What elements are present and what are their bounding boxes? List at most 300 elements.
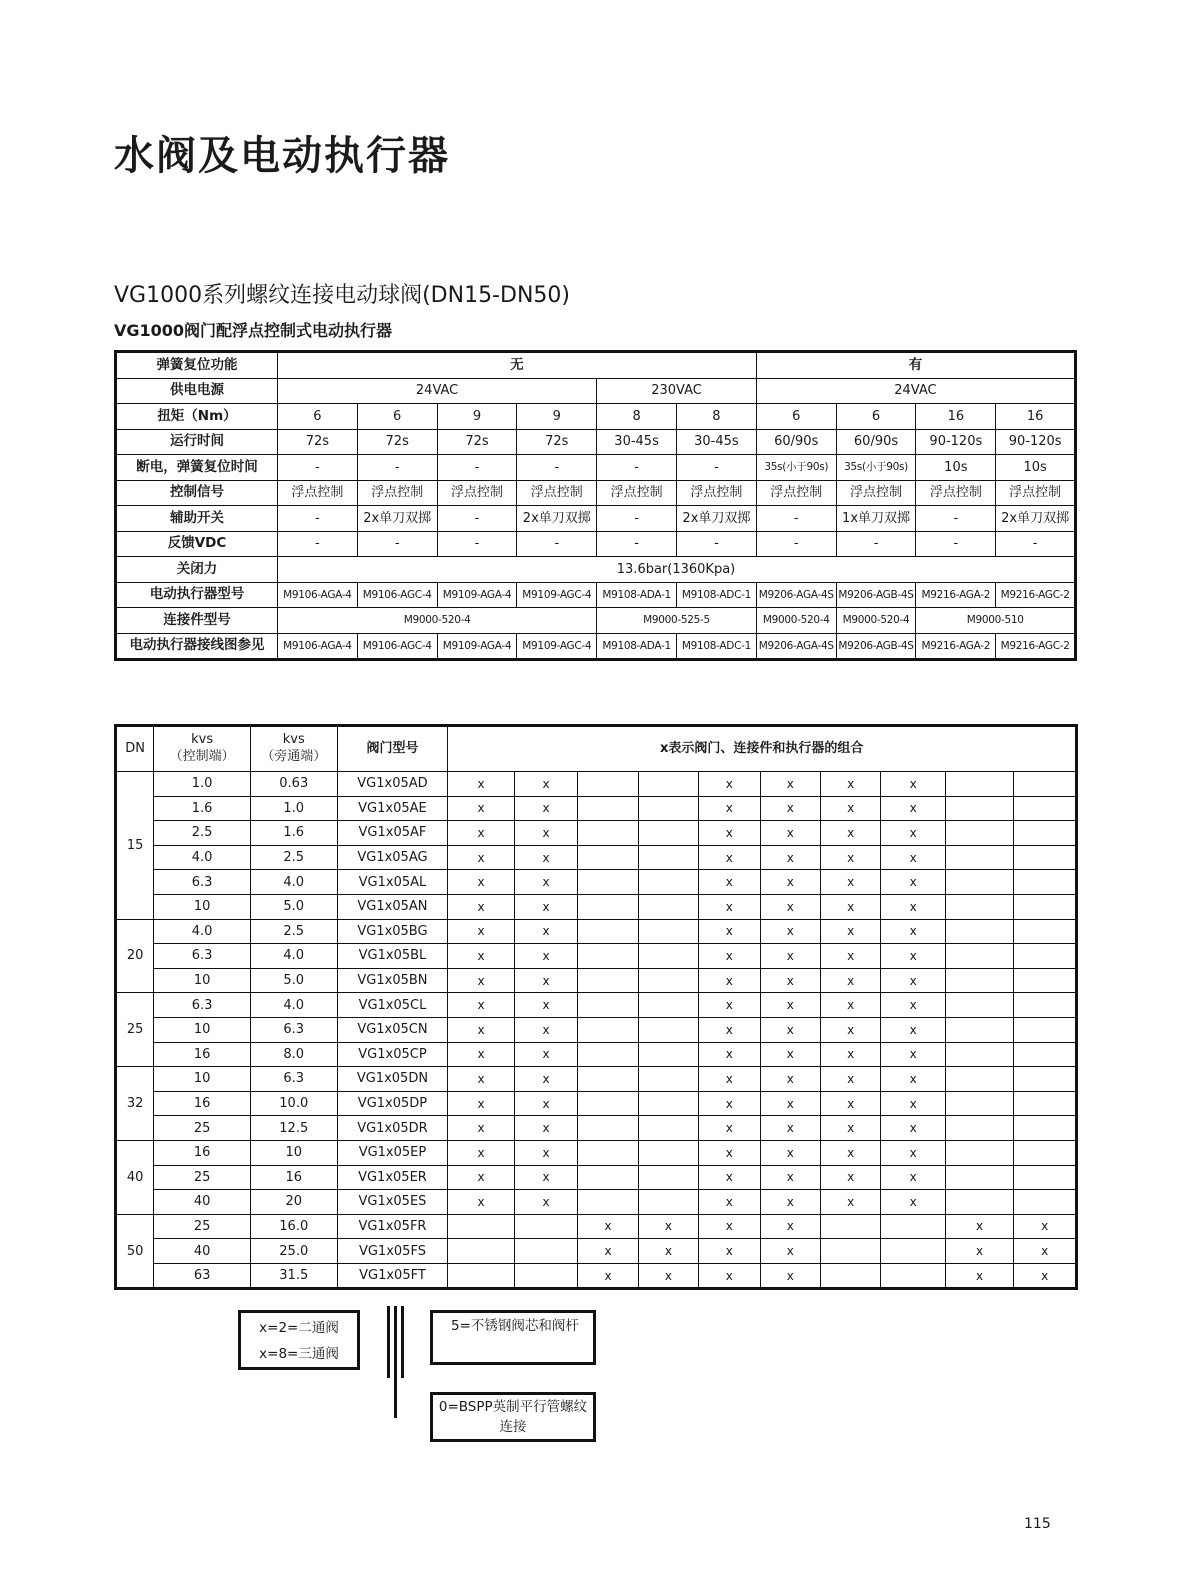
combination-mark-cell xyxy=(945,1017,1013,1042)
wiring-ref-cell: M9206-AGA-4S xyxy=(756,633,836,660)
table-row xyxy=(116,796,1077,821)
valve-model-cell: VG1x05AL xyxy=(337,870,448,895)
combination-mark-cell: x xyxy=(514,1140,577,1165)
legend-two-way: x=2=二通阀 xyxy=(259,1320,339,1336)
combination-mark-cell xyxy=(1014,821,1077,846)
spec-cell: - xyxy=(357,531,437,557)
kvs-bypass-cell: 10 xyxy=(250,1140,337,1165)
combination-mark-cell xyxy=(1014,870,1077,895)
combination-mark-cell xyxy=(638,1140,698,1165)
spec-cell: 60/90s xyxy=(756,429,836,455)
spec-cell: - xyxy=(597,455,677,481)
combination-mark-cell: x xyxy=(448,1042,514,1067)
combination-mark-cell xyxy=(638,772,698,797)
combination-mark-cell xyxy=(1014,944,1077,969)
combination-mark-cell: x xyxy=(514,870,577,895)
spec-cell: 6 xyxy=(278,404,358,430)
combination-mark-cell xyxy=(638,870,698,895)
combination-mark-cell xyxy=(578,968,638,993)
combination-mark-cell xyxy=(578,1091,638,1116)
combination-mark-cell: x xyxy=(820,993,880,1018)
combination-mark-cell: x xyxy=(1014,1239,1077,1264)
valve-model-cell: VG1x05AN xyxy=(337,894,448,919)
combination-mark-cell: x xyxy=(760,1165,820,1190)
header-combination-note: x表示阀门、连接件和执行器的组合 xyxy=(448,726,1077,772)
header-kvs-control: kvs （控制端） xyxy=(154,726,251,772)
combination-mark-cell: x xyxy=(760,1067,820,1092)
combination-mark-cell: x xyxy=(820,1165,880,1190)
kvs-control-cell: 6.3 xyxy=(154,944,251,969)
kvs-bypass-cell: 10.0 xyxy=(250,1091,337,1116)
combination-mark-cell xyxy=(578,1042,638,1067)
spec-cell: - xyxy=(437,531,517,557)
row-label: 关闭力 xyxy=(116,557,278,583)
spec-cell: 浮点控制 xyxy=(597,480,677,506)
combination-mark-cell: x xyxy=(760,772,820,797)
combination-mark-cell: x xyxy=(820,919,880,944)
combination-mark-cell: x xyxy=(699,870,760,895)
table-row xyxy=(116,1067,1077,1092)
combination-mark-cell: x xyxy=(448,1140,514,1165)
valve-model-cell: VG1x05AD xyxy=(337,772,448,797)
combination-mark-cell xyxy=(1014,1067,1077,1092)
row-label: 反馈VDC xyxy=(116,531,278,557)
combination-mark-cell: x xyxy=(699,1067,760,1092)
wiring-ref-cell: M9109-AGC-4 xyxy=(517,633,597,660)
combination-mark-cell: x xyxy=(448,1091,514,1116)
table-row xyxy=(116,968,1077,993)
combination-mark-cell: x xyxy=(881,870,945,895)
valve-model-cell: VG1x05FS xyxy=(337,1239,448,1264)
combination-mark-cell: x xyxy=(514,894,577,919)
legend-connection xyxy=(430,1392,596,1442)
spec-cell: - xyxy=(836,531,916,557)
valve-model-cell: VG1x05CL xyxy=(337,993,448,1018)
row-label: 连接件型号 xyxy=(116,608,278,634)
table-row xyxy=(116,1091,1077,1116)
actuator-model-cell: M9108-ADA-1 xyxy=(597,582,677,608)
spec-cell: - xyxy=(916,531,996,557)
combination-mark-cell: x xyxy=(699,1239,760,1264)
combination-mark-cell xyxy=(820,1239,880,1264)
combination-mark-cell xyxy=(638,1042,698,1067)
combination-mark-cell: x xyxy=(881,845,945,870)
combination-mark-cell: x xyxy=(699,1190,760,1215)
valve-model-cell: VG1x05BL xyxy=(337,944,448,969)
combination-mark-cell xyxy=(638,919,698,944)
spec-row-return-time xyxy=(116,455,1076,481)
combination-mark-cell: x xyxy=(699,1263,760,1289)
spec-cell: - xyxy=(357,455,437,481)
table-row xyxy=(116,1042,1077,1067)
combination-mark-cell: x xyxy=(448,1067,514,1092)
combination-mark-cell: x xyxy=(881,772,945,797)
dn-cell: 15 xyxy=(116,772,154,920)
spec-cell: - xyxy=(597,506,677,532)
combination-mark-cell xyxy=(638,821,698,846)
table-row xyxy=(116,1190,1077,1215)
combination-mark-cell: x xyxy=(514,796,577,821)
spec-cell: 72s xyxy=(437,429,517,455)
combination-mark-cell xyxy=(578,870,638,895)
kvs-bypass-cell: 4.0 xyxy=(250,993,337,1018)
spec-cell: 2x单刀双掷 xyxy=(676,506,756,532)
combination-mark-cell: x xyxy=(881,796,945,821)
combination-mark-cell: x xyxy=(760,845,820,870)
combination-mark-cell: x xyxy=(514,993,577,1018)
kvs-control-cell: 10 xyxy=(154,1017,251,1042)
combination-mark-cell: x xyxy=(699,894,760,919)
combination-mark-cell xyxy=(578,796,638,821)
combination-mark-cell xyxy=(514,1263,577,1289)
wiring-ref-cell: M9106-AGC-4 xyxy=(357,633,437,660)
spec-row-spring-return xyxy=(116,352,1076,379)
spec-cell: 浮点控制 xyxy=(836,480,916,506)
combination-mark-cell xyxy=(881,1263,945,1289)
combination-mark-cell: x xyxy=(881,1067,945,1092)
combination-mark-cell xyxy=(1014,1042,1077,1067)
combination-mark-cell: x xyxy=(699,919,760,944)
combination-mark-cell xyxy=(945,821,1013,846)
combination-mark-cell xyxy=(638,968,698,993)
combination-mark-cell: x xyxy=(760,1239,820,1264)
combination-mark-cell xyxy=(578,1116,638,1141)
combination-mark-cell xyxy=(448,1239,514,1264)
spring-return-yes: 有 xyxy=(756,352,1075,379)
combination-mark-cell xyxy=(514,1214,577,1239)
spec-row-feedback xyxy=(116,531,1076,557)
linkage-model-cell: M9000-520-4 xyxy=(756,608,836,634)
combination-mark-cell xyxy=(945,944,1013,969)
combination-mark-cell xyxy=(514,1239,577,1264)
wiring-ref-cell: M9108-ADC-1 xyxy=(676,633,756,660)
combination-mark-cell: x xyxy=(448,993,514,1018)
combination-mark-cell: x xyxy=(699,1091,760,1116)
combination-mark-cell xyxy=(945,1067,1013,1092)
combination-mark-cell xyxy=(448,1214,514,1239)
combination-mark-cell: x xyxy=(881,821,945,846)
actuator-model-cell: M9109-AGA-4 xyxy=(437,582,517,608)
spec-cell: - xyxy=(437,506,517,532)
kvs-control-cell: 25 xyxy=(154,1165,251,1190)
spec-cell: 30-45s xyxy=(676,429,756,455)
combination-mark-cell: x xyxy=(820,894,880,919)
combination-mark-cell xyxy=(945,1190,1013,1215)
combination-mark-cell: x xyxy=(448,870,514,895)
linkage-model-cell: M9000-510 xyxy=(916,608,1076,634)
table-row xyxy=(116,993,1077,1018)
valve-model-cell: VG1x05BG xyxy=(337,919,448,944)
dn-cell: 20 xyxy=(116,919,154,993)
combination-mark-cell: x xyxy=(448,944,514,969)
row-label: 扭矩（Nm） xyxy=(116,404,278,430)
kvs-bypass-cell: 6.3 xyxy=(250,1067,337,1092)
actuator-model-cell: M9216-AGC-2 xyxy=(996,582,1076,608)
spec-row-runtime xyxy=(116,429,1076,455)
row-label: 电动执行器接线图参见 xyxy=(116,633,278,660)
linkage-model-cell: M9000-520-4 xyxy=(836,608,916,634)
combination-mark-cell: x xyxy=(760,1017,820,1042)
combination-mark-cell: x xyxy=(699,1140,760,1165)
combination-mark-cell: x xyxy=(820,1140,880,1165)
table-row xyxy=(116,845,1077,870)
spec-cell: - xyxy=(597,531,677,557)
combination-mark-cell: x xyxy=(881,993,945,1018)
combination-mark-cell xyxy=(820,1263,880,1289)
combination-mark-cell: x xyxy=(820,968,880,993)
valve-model-cell: VG1x05FT xyxy=(337,1263,448,1289)
legend-divider-line xyxy=(387,1306,390,1378)
combination-mark-cell: x xyxy=(514,1042,577,1067)
spec-cell: 72s xyxy=(278,429,358,455)
combination-mark-cell xyxy=(945,1042,1013,1067)
combination-mark-cell: x xyxy=(638,1263,698,1289)
spec-cell: 9 xyxy=(437,404,517,430)
spec-cell: 35s(小于90s) xyxy=(756,455,836,481)
dn-cell: 32 xyxy=(116,1067,154,1141)
linkage-model-cell: M9000-525-5 xyxy=(597,608,757,634)
spec-cell: 72s xyxy=(517,429,597,455)
kvs-bypass-cell: 1.6 xyxy=(250,821,337,846)
combination-mark-cell xyxy=(945,894,1013,919)
combination-mark-cell: x xyxy=(699,1042,760,1067)
spec-cell: 6 xyxy=(756,404,836,430)
combination-mark-cell: x xyxy=(699,796,760,821)
combination-mark-cell xyxy=(638,1091,698,1116)
spec-cell: 8 xyxy=(676,404,756,430)
combination-mark-cell: x xyxy=(699,968,760,993)
combination-mark-cell xyxy=(881,1239,945,1264)
combination-mark-cell xyxy=(1014,772,1077,797)
combination-mark-cell: x xyxy=(881,894,945,919)
kvs-control-cell: 10 xyxy=(154,894,251,919)
combination-mark-cell xyxy=(1014,1190,1077,1215)
combination-mark-cell: x xyxy=(760,993,820,1018)
combination-mark-cell: x xyxy=(699,1214,760,1239)
spec-cell: 浮点控制 xyxy=(357,480,437,506)
combination-mark-cell: x xyxy=(760,1140,820,1165)
valve-model-cell: VG1x05DP xyxy=(337,1091,448,1116)
table-row xyxy=(116,1263,1077,1289)
combination-mark-cell xyxy=(578,944,638,969)
section-title: VG1000阀门配浮点控制式电动执行器 xyxy=(114,321,393,340)
dn-cell: 40 xyxy=(116,1140,154,1214)
kvs-bypass-cell: 31.5 xyxy=(250,1263,337,1289)
spec-cell: - xyxy=(278,455,358,481)
combination-mark-cell: x xyxy=(699,1017,760,1042)
legend-material xyxy=(430,1310,596,1365)
combination-mark-cell xyxy=(945,845,1013,870)
spec-row-linkage-model xyxy=(116,608,1076,634)
combination-mark-cell: x xyxy=(760,944,820,969)
combination-mark-cell xyxy=(578,1190,638,1215)
wiring-ref-cell: M9109-AGA-4 xyxy=(437,633,517,660)
actuator-spec-table xyxy=(114,350,1077,661)
kvs-bypass-cell: 8.0 xyxy=(250,1042,337,1067)
combination-mark-cell xyxy=(578,845,638,870)
row-label: 运行时间 xyxy=(116,429,278,455)
combination-mark-cell: x xyxy=(760,1263,820,1289)
combination-mark-cell xyxy=(945,919,1013,944)
combination-mark-cell: x xyxy=(820,1190,880,1215)
row-label: 辅助开关 xyxy=(116,506,278,532)
spec-cell: 浮点控制 xyxy=(278,480,358,506)
valve-model-cell: VG1x05FR xyxy=(337,1214,448,1239)
valve-model-cell: VG1x05AG xyxy=(337,845,448,870)
spec-cell: 16 xyxy=(996,404,1076,430)
kvs-control-cell: 16 xyxy=(154,1140,251,1165)
power-value: 24VAC xyxy=(756,378,1075,404)
combination-mark-cell: x xyxy=(760,821,820,846)
legend-material-text: 5=不锈钢阀芯和阀杆 xyxy=(451,1318,579,1334)
dn-cell: 50 xyxy=(116,1214,154,1289)
kvs-bypass-cell: 4.0 xyxy=(250,870,337,895)
combination-mark-cell xyxy=(638,944,698,969)
combination-mark-cell: x xyxy=(820,1042,880,1067)
wiring-ref-cell: M9106-AGA-4 xyxy=(278,633,358,660)
row-label: 断电，弹簧复位时间 xyxy=(116,455,278,481)
spec-cell: 8 xyxy=(597,404,677,430)
combination-mark-cell: x xyxy=(514,772,577,797)
spec-cell: - xyxy=(517,455,597,481)
combination-mark-cell: x xyxy=(881,1190,945,1215)
kvs-control-cell: 63 xyxy=(154,1263,251,1289)
row-label: 电动执行器型号 xyxy=(116,582,278,608)
combination-mark-cell: x xyxy=(945,1263,1013,1289)
kvs-bypass-cell: 2.5 xyxy=(250,919,337,944)
combination-mark-cell: x xyxy=(820,944,880,969)
spec-cell: - xyxy=(676,531,756,557)
spec-cell: 6 xyxy=(357,404,437,430)
combination-mark-cell: x xyxy=(448,894,514,919)
combination-mark-cell: x xyxy=(820,796,880,821)
combination-mark-cell: x xyxy=(1014,1263,1077,1289)
combination-mark-cell: x xyxy=(760,796,820,821)
table-row xyxy=(116,821,1077,846)
combination-mark-cell: x xyxy=(820,772,880,797)
combination-mark-cell xyxy=(1014,796,1077,821)
actuator-model-cell: M9109-AGC-4 xyxy=(517,582,597,608)
spec-cell: 浮点控制 xyxy=(916,480,996,506)
legend-divider-line xyxy=(394,1306,397,1418)
kvs-bypass-cell: 5.0 xyxy=(250,968,337,993)
combination-mark-cell: x xyxy=(448,796,514,821)
combination-mark-cell xyxy=(578,1140,638,1165)
spec-cell: 6 xyxy=(836,404,916,430)
row-label: 供电电源 xyxy=(116,378,278,404)
close-off-value: 13.6bar(1360Kpa) xyxy=(278,557,1076,583)
combination-mark-cell xyxy=(945,1091,1013,1116)
kvs-control-cell: 10 xyxy=(154,1067,251,1092)
valve-model-cell: VG1x05ES xyxy=(337,1190,448,1215)
kvs-control-cell: 25 xyxy=(154,1214,251,1239)
combination-mark-cell xyxy=(638,1017,698,1042)
combination-mark-cell: x xyxy=(514,944,577,969)
combination-mark-cell: x xyxy=(514,1091,577,1116)
combination-mark-cell: x xyxy=(881,944,945,969)
combination-mark-cell: x xyxy=(760,1091,820,1116)
valve-model-cell: VG1x05AF xyxy=(337,821,448,846)
actuator-model-cell: M9216-AGA-2 xyxy=(916,582,996,608)
kvs-control-cell: 1.6 xyxy=(154,796,251,821)
combination-mark-cell: x xyxy=(820,1116,880,1141)
wiring-ref-cell: M9216-AGA-2 xyxy=(916,633,996,660)
power-value: 24VAC xyxy=(278,378,597,404)
combination-mark-cell xyxy=(578,1017,638,1042)
spec-row-torque xyxy=(116,404,1076,430)
combination-mark-cell: x xyxy=(699,1116,760,1141)
spec-row-actuator-model xyxy=(116,582,1076,608)
combination-mark-cell: x xyxy=(760,968,820,993)
spec-cell: - xyxy=(916,506,996,532)
actuator-model-cell: M9106-AGA-4 xyxy=(278,582,358,608)
combination-mark-cell: x xyxy=(448,1190,514,1215)
spec-cell: 1x单刀双掷 xyxy=(836,506,916,532)
combination-mark-cell: x xyxy=(578,1214,638,1239)
kvs-bypass-cell: 20 xyxy=(250,1190,337,1215)
combination-mark-cell xyxy=(638,1116,698,1141)
header-valve-model: 阀门型号 xyxy=(337,726,448,772)
table-row xyxy=(116,944,1077,969)
combination-mark-cell: x xyxy=(638,1239,698,1264)
wiring-ref-cell: M9108-ADA-1 xyxy=(597,633,677,660)
combination-mark-cell xyxy=(638,845,698,870)
combination-mark-cell xyxy=(448,1263,514,1289)
kvs-control-cell: 1.0 xyxy=(154,772,251,797)
combination-mark-cell: x xyxy=(448,1017,514,1042)
combination-mark-cell xyxy=(945,870,1013,895)
combination-mark-cell xyxy=(1014,1091,1077,1116)
spec-cell: 16 xyxy=(916,404,996,430)
legend-divider-line xyxy=(401,1306,404,1378)
combination-mark-cell xyxy=(578,993,638,1018)
row-label: 弹簧复位功能 xyxy=(116,352,278,379)
combination-mark-cell: x xyxy=(514,845,577,870)
combination-mark-cell: x xyxy=(448,968,514,993)
kvs-control-cell: 40 xyxy=(154,1239,251,1264)
spec-row-wiring-ref xyxy=(116,633,1076,660)
spec-cell: 浮点控制 xyxy=(756,480,836,506)
combination-mark-cell: x xyxy=(638,1214,698,1239)
combination-mark-cell: x xyxy=(448,919,514,944)
spec-cell: 浮点控制 xyxy=(437,480,517,506)
kvs-bypass-cell: 1.0 xyxy=(250,796,337,821)
combination-mark-cell xyxy=(1014,1017,1077,1042)
combination-mark-cell xyxy=(945,1140,1013,1165)
combination-mark-cell: x xyxy=(881,1116,945,1141)
combination-mark-cell xyxy=(578,1165,638,1190)
combination-mark-cell: x xyxy=(448,1165,514,1190)
spec-cell: 10s xyxy=(916,455,996,481)
combination-mark-cell: x xyxy=(881,1042,945,1067)
header-kvs-bypass: kvs （旁通端） xyxy=(250,726,337,772)
kvs-control-cell: 4.0 xyxy=(154,919,251,944)
spec-cell: 72s xyxy=(357,429,437,455)
combination-mark-cell: x xyxy=(699,772,760,797)
combination-mark-cell: x xyxy=(448,845,514,870)
spec-cell: 90-120s xyxy=(996,429,1076,455)
combination-mark-cell xyxy=(1014,968,1077,993)
spec-cell: 2x单刀双掷 xyxy=(996,506,1076,532)
table-row xyxy=(116,894,1077,919)
valve-model-cell: VG1x05CP xyxy=(337,1042,448,1067)
spec-cell: 2x单刀双掷 xyxy=(357,506,437,532)
spec-cell: - xyxy=(517,531,597,557)
table-row xyxy=(116,1239,1077,1264)
legend-connection-line2: 连接 xyxy=(499,1419,527,1435)
kvs-control-cell: 4.0 xyxy=(154,845,251,870)
kvs-control-cell: 6.3 xyxy=(154,993,251,1018)
